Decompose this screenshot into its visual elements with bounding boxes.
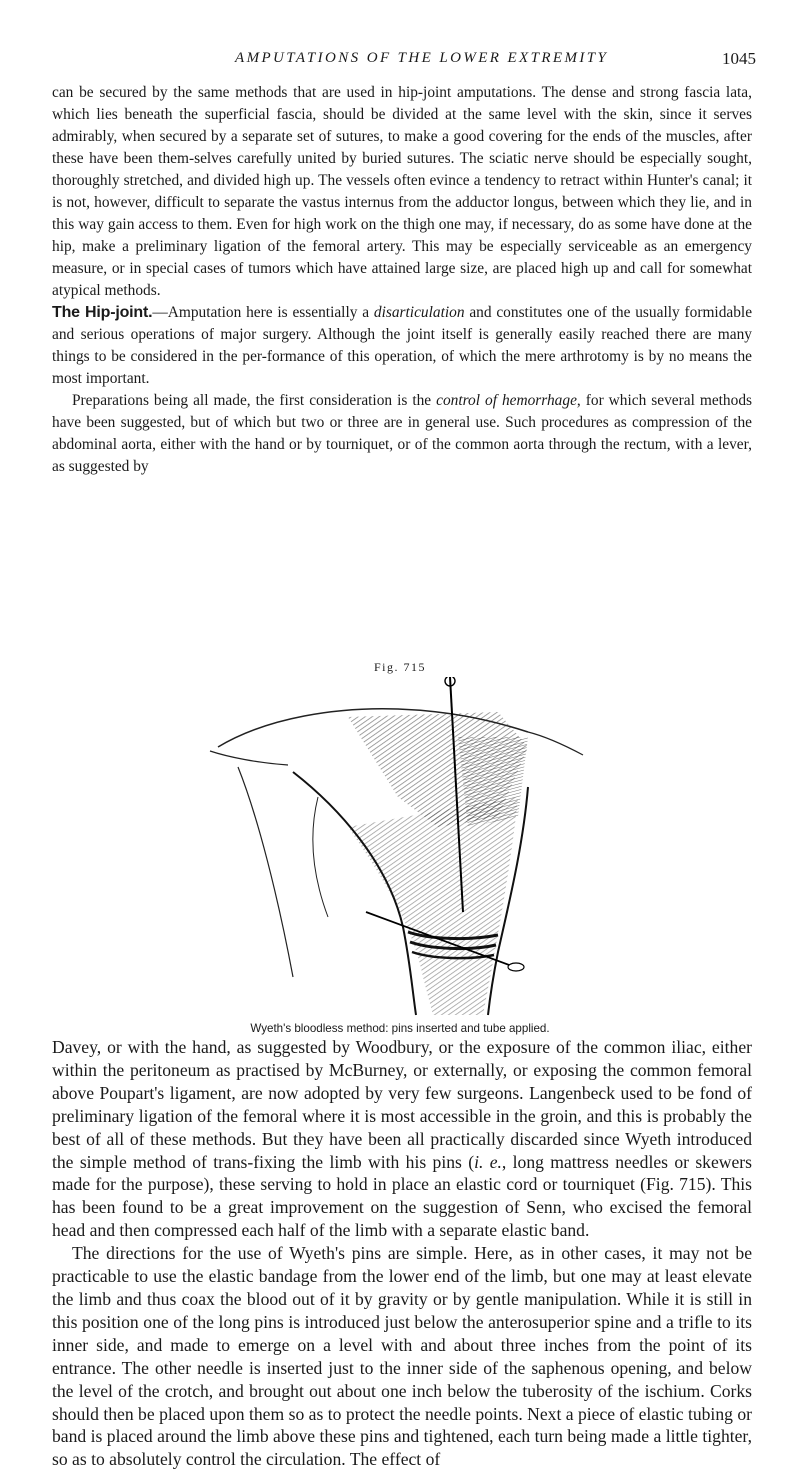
paragraph-hemorrhage-control: Preparations being all made, the first consideration is the control of hemorrhage, for which several methods have been suggested, but of which but two or three are in general use. Such procedures as compression of the abdominal aorta, either with the hand or by tourniquet, or of the common aorta through the rectum, with a lever, as suggested by — [52, 392, 753, 475]
running-head — [0, 50, 800, 74]
body-text-upper — [52, 82, 752, 478]
paragraph-hip-joint: The Hip-joint.—Amputation here is essentially a disarticulation and constitutes one of the usually formidable and serious operations of major surgery. Although the joint itself is generally easily reached there are many things to be considered in the per-formance of this operation, of which the mere arthrotomy is by no means the most important. — [52, 304, 753, 387]
section-heading-hip-joint: The Hip-joint. — [52, 304, 153, 321]
paragraph-compression-methods: Davey, or with the hand, as suggested by Woodbury, or the exposure of the common iliac, either within the peritoneum as practised by McBurney, or externally, or exposing the common femoral above Poupart's ligament, are now adopted by very few surgeons. Langenbeck used to be fond of preliminary ligation of the femoral where it is most accessible in the groin, and this is probably the best of all of these methods. But they have been all practically discarded since Wyeth introduced the simple method of trans-fixing the limb with his pins (i. e., long mattress needles or skewers made for the purpose), these serving to hold in place an elastic cord or tourniquet (Fig. 715). This has been found to be a great improvement on the suggestion of Senn, who excised the femoral head and then compressed each half of the limb with a separate elastic band. — [52, 1037, 752, 1241]
paragraph-thigh-amputation: can be secured by the same methods that are used in hip-joint amputations. The dense and strong fascia lata, which lies beneath the superficial fascia, should be divided at the same level with the skin, since it serves admirably, when secured by a separate set of sutures, to make a good covering for the ends of the muscles, after these have been them-selves carefully united by buried sutures. The sciatic nerve should be especially sought, thoroughly stretched, and divided high up. The vessels often evince a tendency to retract within Hunter's canal; it is not, however, difficult to separate the vastus internus from the adductor longus, between which they lie, and in this way gain access to them. Even for high work on the thigh one may, if necessary, do as some have done at the hip, make a preliminary ligation of the femoral artery. This may be especially serviceable as an emergency measure, or in special cases of tumors which have attained large size, are placed high up and call for somewhat atypical methods. — [52, 84, 752, 299]
paragraph-wyeth-pins-directions: The directions for the use of Wyeth's pins are simple. Here, as in other cases, it may not be practicable to use the elastic bandage from the lower end of the limb, but one may at least elevate the limb and thus coax the blood out of it by gravity or by gentle manipulation. While it is still in this position one of the long pins is introduced just below the anterosuperior spine and a trifle to its inner side, and made to emerge on a level with and about three inches from the point of its entrance. The other needle is inserted just to the inner side of the saphenous opening, and below the level of the crotch, and brought out about one inch below the tuberosity of the ischium. Corks should then be placed upon them so as to protect the needle points. Next a piece of elastic tubing or band is placed around the limb above these pins and tightened, each turn being made a little tighter, so as to absolutely control the circulation. The effect of — [52, 1243, 752, 1470]
body-text-lower — [52, 1036, 752, 1471]
figure-label: Fig. 715 — [373, 660, 426, 674]
running-head-title: AMPUTATIONS OF THE LOWER EXTREMITY — [235, 50, 609, 66]
figure-caption: Wyeth's bloodless method: pins inserted and tube applied. — [250, 1022, 550, 1035]
page-number: 1045 — [722, 49, 756, 68]
figure-illustration-thigh-with-pins — [198, 677, 598, 1017]
